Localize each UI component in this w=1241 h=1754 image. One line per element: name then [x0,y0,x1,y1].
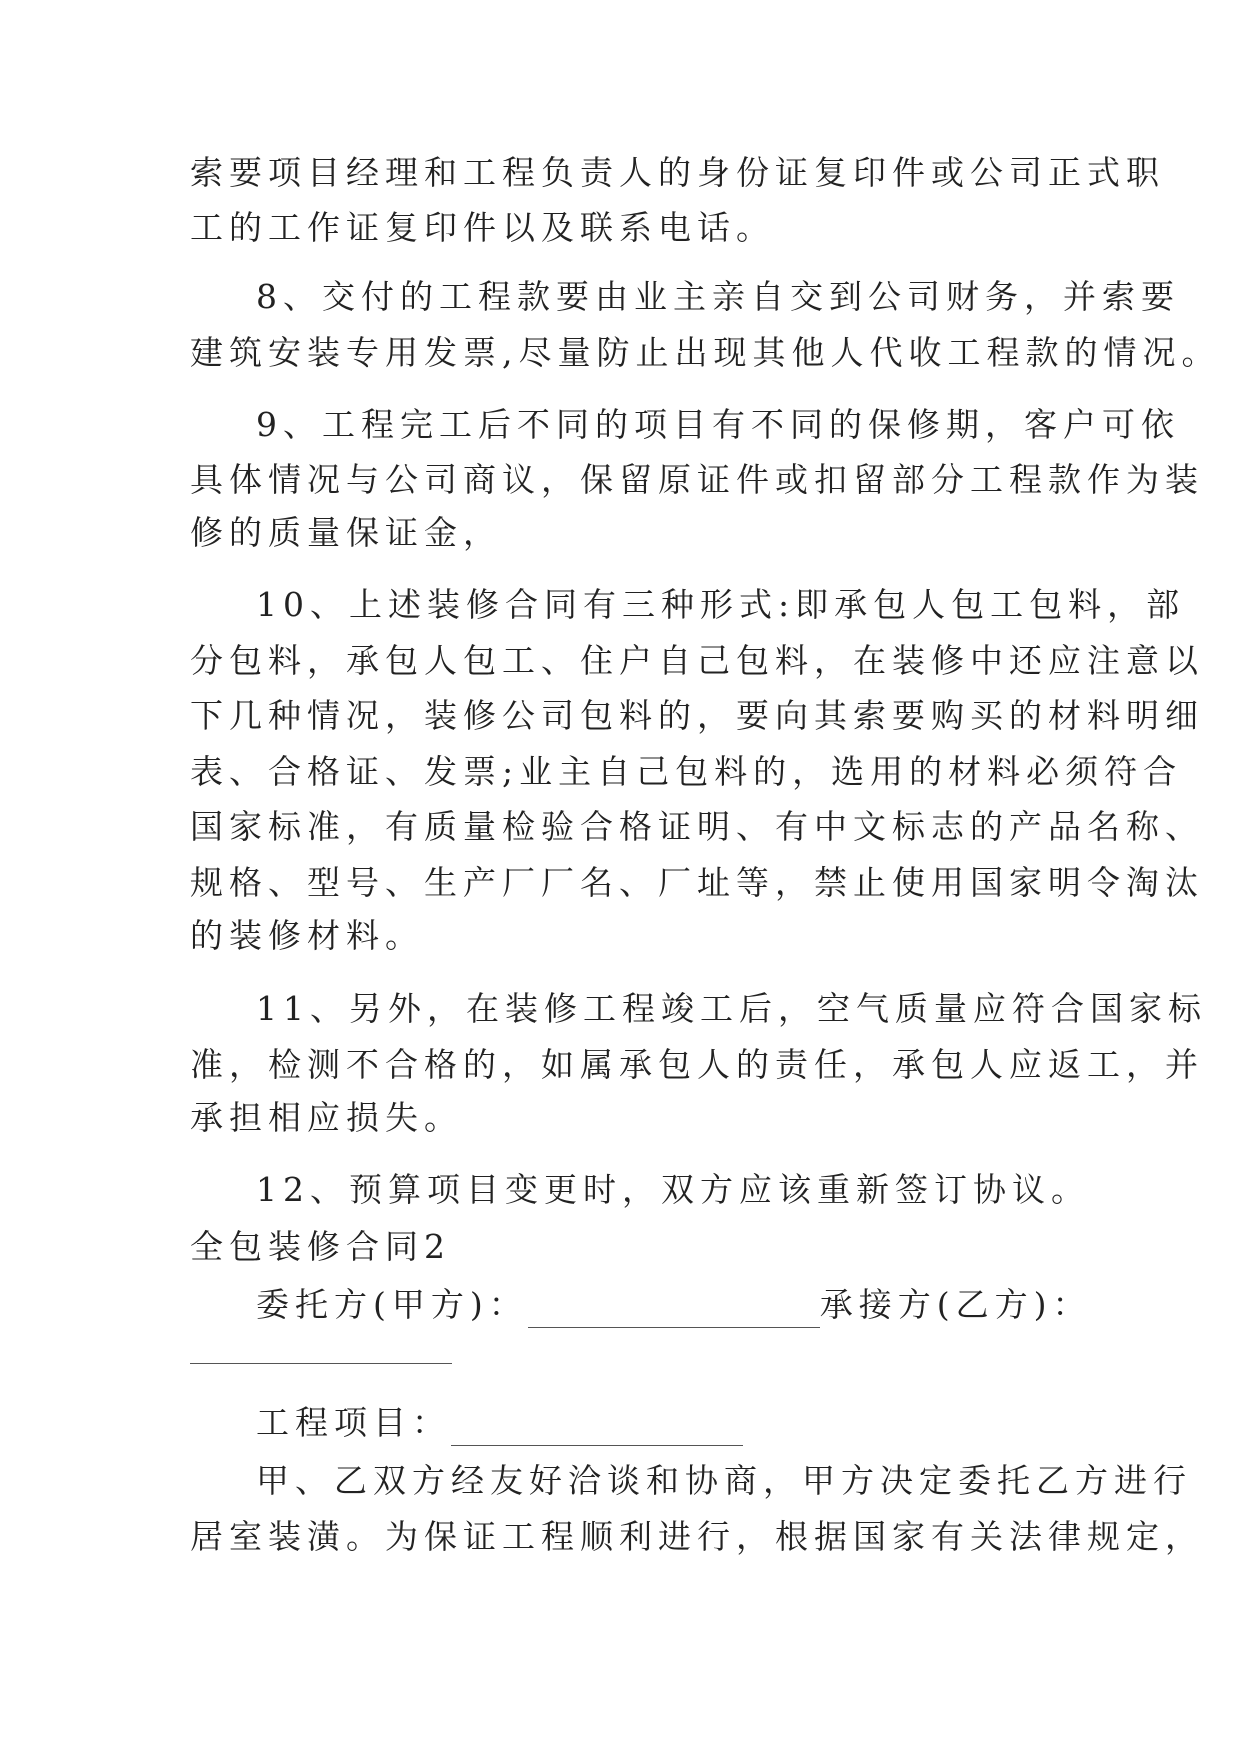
project-line [256,1400,743,1446]
paragraph-9-line: 9、工程完工后不同的项目有不同的保修期，客户可依 [256,405,1180,444]
paragraph-12-line: 12、预算项目变更时，双方应该重新签订协议。 [256,1170,1090,1209]
text-line: 分包料，承包人包工、住户自己包料，在装修中还应注意以 [190,641,1204,680]
project-blank [451,1411,743,1446]
text-line: 工的工作证复印件以及联系电话。 [190,208,775,247]
text-line: 具体情况与公司商议，保留原证件或扣留部分工程款作为装 [190,460,1204,499]
party-b-blank [190,1363,452,1364]
project-label: 工程项目： [256,1403,451,1442]
text-line: 的装修材料。 [190,916,424,955]
paragraph-10-line: 10、上述装修合同有三种形式:即承包人包工包料，部 [256,585,1186,624]
paragraph-11-line: 11、另外，在装修工程竣工后，空气质量应符合国家标 [256,989,1207,1028]
party-a-label: 委托方(甲方)： [256,1285,528,1324]
party-b-label: 承接方(乙方)： [819,1285,1092,1324]
text-line: 居室装潢。为保证工程顺利进行，根据国家有关法律规定， [190,1517,1204,1556]
section-title: 全包装修合同2 [190,1227,451,1266]
party-line [256,1282,1092,1328]
party-a-blank [528,1293,820,1328]
paragraph-8-line: 8、交付的工程款要由业主亲自交到公司财务，并索要 [256,277,1180,316]
text-line: 承担相应损失。 [190,1098,463,1137]
text-line: 建筑安装专用发票,尽量防止出现其他人代收工程款的情况。 [190,333,1221,372]
text-line: 下几种情况，装修公司包料的，要向其索要购买的材料明细 [190,696,1204,735]
text-line: 修的质量保证金， [190,513,502,552]
closing-paragraph-line: 甲、乙双方经友好洽谈和协商，甲方决定委托乙方进行 [256,1461,1192,1500]
text-line: 准，检测不合格的，如属承包人的责任，承包人应返工，并 [190,1045,1204,1084]
text-line: 国家标准，有质量检验合格证明、有中文标志的产品名称、 [190,807,1204,846]
text-line: 表、合格证、发票;业主自己包料的，选用的材料必须符合 [190,752,1183,791]
text-line: 规格、型号、生产厂厂名、厂址等，禁止使用国家明令淘汰 [190,863,1204,902]
text-line: 索要项目经理和工程负责人的身份证复印件或公司正式职 [190,153,1165,192]
